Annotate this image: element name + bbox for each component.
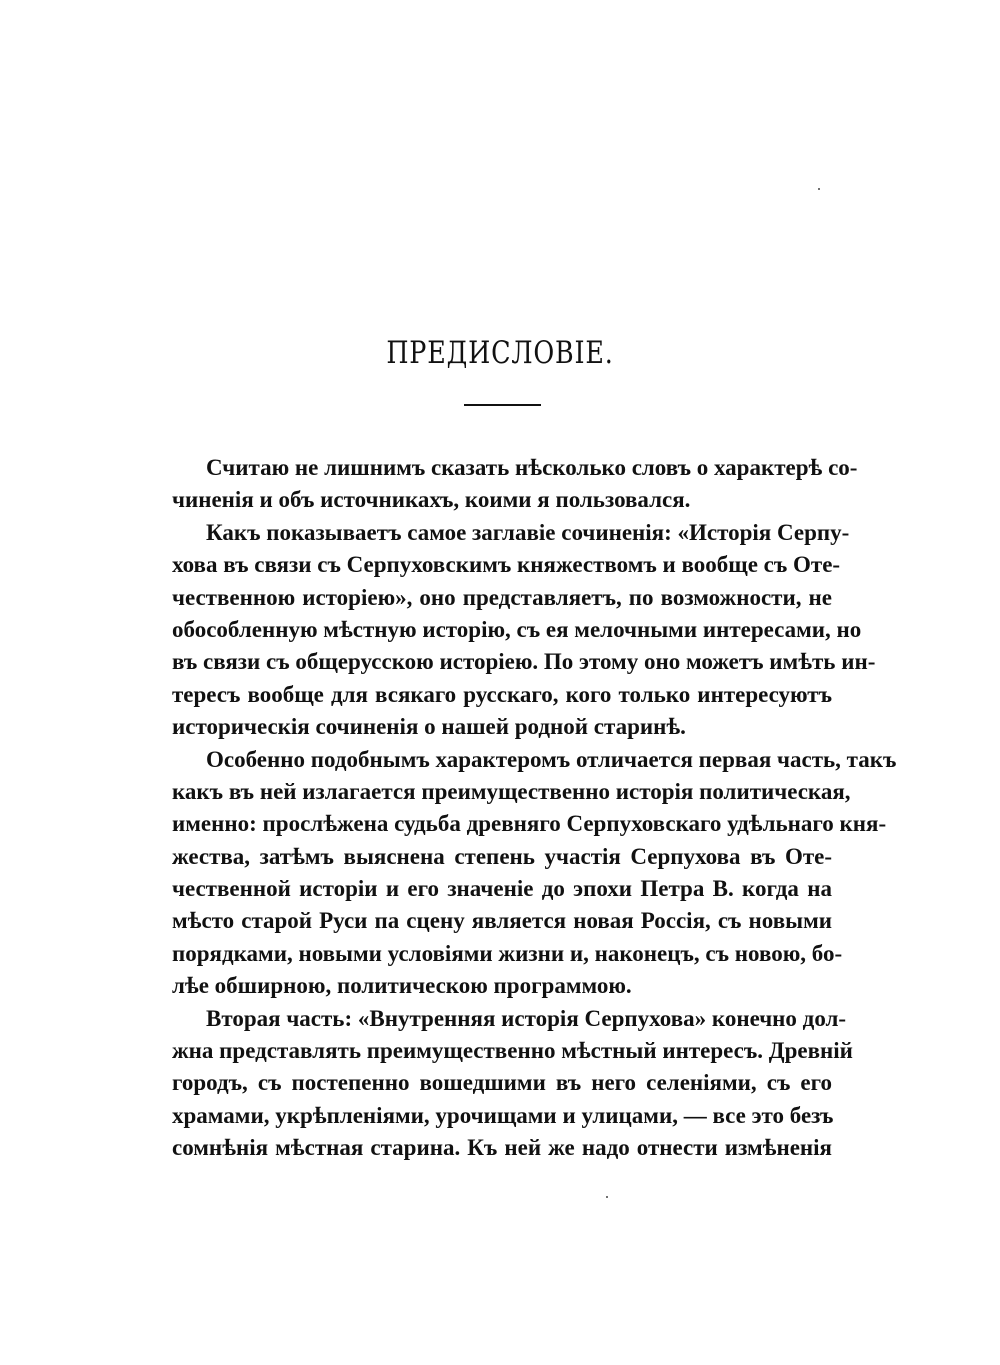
- text-line: именно: прослѣжена судьба древняго Серпуховскаго удѣльнаго кня-: [172, 811, 887, 837]
- paragraph: [172, 517, 876, 744]
- scan-speck: [606, 1196, 608, 1198]
- scan-speck: [818, 188, 820, 190]
- text-line: Особенно подобнымъ характеромъ отличается первая часть, такъ: [206, 746, 897, 772]
- text-line: порядками, новыми условіями жизни и, наконецъ, съ новою, бо-: [172, 940, 843, 966]
- text-line: тересъ вообще для всякаго русскаго, кого только интересуютъ: [172, 681, 832, 707]
- text-line: обособленную мѣстную исторію, съ ея мелочными интересами, но: [172, 616, 862, 642]
- text-line: чественной исторіи и его значеніе до эпохи Петра В. когда на: [172, 876, 832, 902]
- text-line: жества, затѣмъ выяснена степень участія Серпухова въ Оте-: [172, 843, 832, 869]
- text-line: храмами, укрѣпленіями, урочищами и улицами, — все это безъ: [172, 1102, 834, 1128]
- paragraph: [172, 744, 897, 1003]
- text-line: Вторая часть: «Внутренняя исторія Серпухова» конечно дол-: [206, 1005, 847, 1031]
- text-line: лѣе обширною, политическою программою.: [172, 973, 632, 999]
- title-rule-divider: [464, 404, 541, 406]
- body-text: [172, 452, 897, 1165]
- text-line: городъ, съ постепенно вошедшими въ него селеніями, съ его: [172, 1070, 832, 1096]
- text-line: мѣсто старой Руси па сцену является новая Россія, съ новыми: [172, 908, 832, 934]
- text-line: въ связи съ общерусскою исторіею. По этому оно можетъ имѣть ин-: [172, 649, 876, 675]
- text-line: какъ въ ней излагается преимущественно исторія политическая,: [172, 778, 851, 804]
- text-line: историческія сочиненія о нашей родной старинѣ.: [172, 714, 686, 740]
- text-line: Какъ показываетъ самое заглавіе сочиненія: «Исторія Серпу-: [206, 519, 850, 545]
- text-line: хова въ связи съ Серпуховскимъ княжествомъ и вообще съ Оте-: [172, 552, 841, 578]
- text-line: чиненія и объ источникахъ, коими я пользовался.: [172, 487, 691, 513]
- page-title: ПРЕДИСЛОВІЕ.: [386, 335, 614, 371]
- paragraph: [172, 452, 858, 517]
- text-line: сомнѣнія мѣстная старина. Къ ней же надо отнести измѣненія: [172, 1135, 832, 1161]
- text-line: жна представлять преимущественно мѣстный интересъ. Древній: [172, 1038, 853, 1064]
- paragraph: [172, 1003, 853, 1165]
- text-line: Считаю не лишнимъ сказать нѣсколько словъ о характерѣ со-: [206, 455, 858, 480]
- text-line: чественною исторіею», оно представляетъ, по возможности, не: [172, 584, 832, 610]
